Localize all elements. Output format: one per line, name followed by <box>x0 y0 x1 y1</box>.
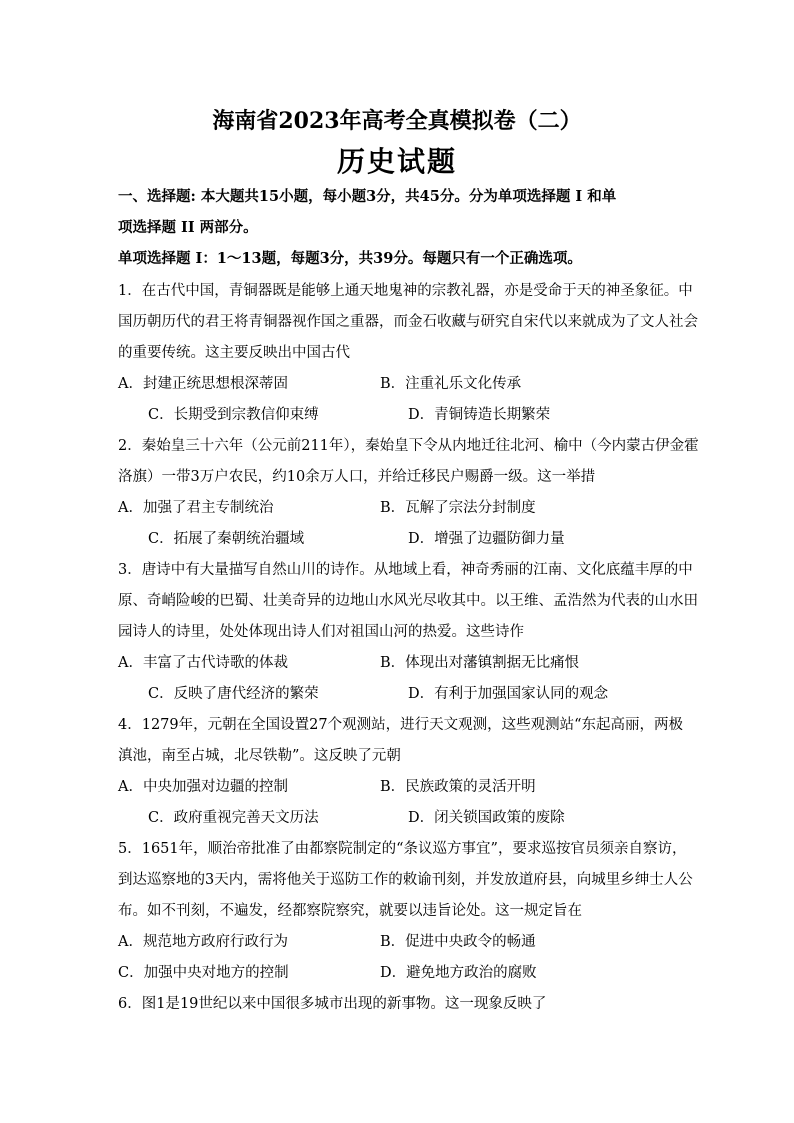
question-1-option-b: B．注重礼乐文化传承 <box>380 376 522 392</box>
question-3-line3: 园诗人的诗里，处处体现出诗人们对祖国山河的热爱。这些诗作 <box>118 624 524 640</box>
question-2-line2: 洛旗）一带3万户农民，约10余万人口，并给迁移民户赐爵一级。这一举措 <box>118 469 596 485</box>
question-5-option-a: A．规范地方政府行政行为 <box>118 934 288 950</box>
exam-title: 海南省2023年高考全真模拟卷（二） <box>212 108 582 134</box>
part1-instruction: 单项选择题 I：1～13题，每题3分，共39分。每题只有一个正确选项。 <box>118 250 582 267</box>
question-1-option-d: D．青铜铸造长期繁荣 <box>408 407 551 423</box>
question-2-line1: 2．秦始皇三十六年（公元前211年），秦始皇下令从内地迁往北河、榆中（今内蒙古伊金霍 <box>118 438 699 454</box>
subject-title: 历史试题 <box>336 145 457 178</box>
section-intro-line2: 项选择题 II 两部分。 <box>118 219 258 236</box>
question-3-option-b: B．体现出对藩镇割据无比痛恨 <box>380 655 580 671</box>
question-1-line1: 1．在古代中国，青铜器既是能够上通天地鬼神的宗教礼器，亦是受命于天的神圣象征。中 <box>118 283 693 299</box>
question-4-line1: 4．1279年，元朝在全国设置27个观测站，进行天文观测，这些观测站“东起高丽，两极 <box>118 717 683 733</box>
question-3-line1: 3．唐诗中有大量描写自然山川的诗作。从地域上看，神奇秀丽的江南、文化底蕴丰厚的中 <box>118 562 693 578</box>
question-4-line2: 滇池，南至占城，北尽铁勒”。这反映了元朝 <box>118 748 401 764</box>
question-3-line2: 原、奇峭险峻的巴蜀、壮美奇异的边地山水风光尽收其中。以王维、孟浩然为代表的山水田 <box>118 593 698 609</box>
question-2-option-d: D．增强了边疆防御力量 <box>408 531 565 547</box>
question-1-line2: 国历朝历代的君王将青铜器视作国之重器，而金石收藏与研究自宋代以来就成为了文人社会 <box>118 314 698 330</box>
question-5-option-c: C．加强中央对地方的控制 <box>118 965 289 981</box>
question-4-option-c: C．政府重视完善天文历法 <box>148 810 319 826</box>
question-5-line1: 5．1651年，顺治帝批准了由都察院制定的“条议巡方事宜”，要求巡按官员须亲自察访， <box>118 841 687 857</box>
question-3-option-a: A．丰富了古代诗歌的体裁 <box>118 655 288 671</box>
question-4-option-a: A．中央加强对边疆的控制 <box>118 779 288 795</box>
question-2-option-c: C．拓展了秦朝统治疆域 <box>148 531 305 547</box>
question-5-option-d: D．避免地方政治的腐败 <box>380 965 537 981</box>
question-4-option-d: D．闭关锁国政策的废除 <box>408 810 565 826</box>
question-1-option-a: A．封建正统思想根深蒂固 <box>118 376 288 392</box>
question-2-option-b: B．瓦解了宗法分封制度 <box>380 500 536 516</box>
question-5-option-b: B．促进中央政令的畅通 <box>380 934 536 950</box>
question-1-option-c: C．长期受到宗教信仰束缚 <box>148 407 319 423</box>
question-3-option-d: D．有利于加强国家认同的观念 <box>408 686 609 702</box>
section-intro-line1: 一、选择题: 本大题共15小题，每小题3分，共45分。分为单项选择题 I 和单 <box>118 188 617 205</box>
question-4-option-b: B．民族政策的灵活开明 <box>380 779 536 795</box>
question-1-line3: 的重要传统。这主要反映出中国古代 <box>118 345 350 361</box>
question-3-option-c: C．反映了唐代经济的繁荣 <box>148 686 319 702</box>
question-6-line1: 6．图1是19世纪以来中国很多城市出现的新事物。这一现象反映了 <box>118 996 547 1012</box>
question-2-option-a: A．加强了君主专制统治 <box>118 500 274 516</box>
question-5-line3: 布。如不刊刻，不遍发，经都察院察究，就要以违旨论处。这一规定旨在 <box>118 903 582 919</box>
question-5-line2: 到达巡察地的3天内，需将他关于巡防工作的敕谕刊刻，并发放道府县，向城里乡绅士人公 <box>118 872 693 888</box>
